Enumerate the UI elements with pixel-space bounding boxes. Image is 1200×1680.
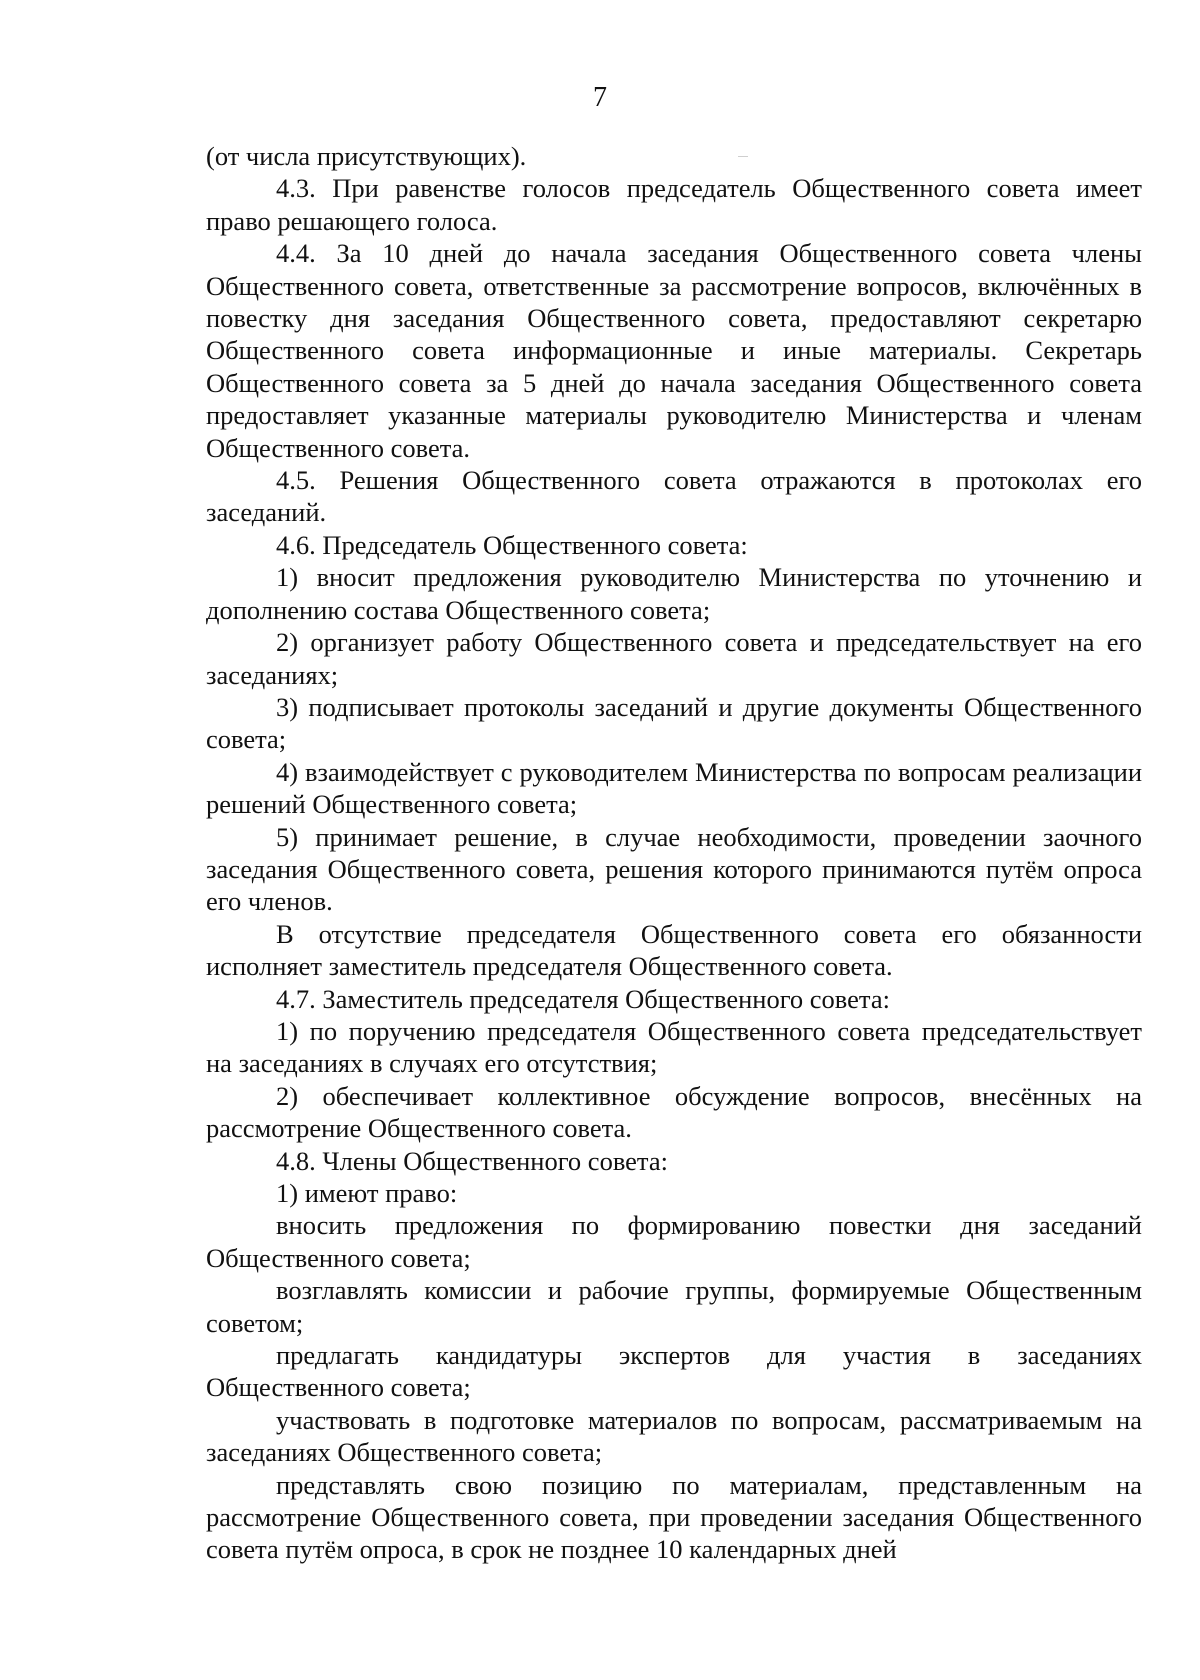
right-item-commissions: возглавлять комиссии и рабочие группы, формируемые Общественным советом; (206, 1275, 1142, 1338)
paragraph-4-4: 4.4. За 10 дней до начала заседания Общественного совета члены Общественного совета, ответственные за рассмотрение вопросов, включённых в повестку дня заседания Общественного совета, предоставляют секретарю Общественного совета информационные и иные материалы. Секретарь Общественного совета за 5 дней до начала заседания Общественного совета предоставляет указанные материалы руководителю Министерства и членам Общественного совета. (206, 238, 1142, 463)
document-body (206, 140, 1142, 1566)
paragraph-4-3: 4.3. При равенстве голосов председатель Общественного совета имеет право решающего голоса. (206, 173, 1142, 236)
right-item-experts: предлагать кандидатуры экспертов для участия в заседаниях Общественного совета; (206, 1340, 1142, 1403)
list-item-4-6-3: 3) подписывает протоколы заседаний и другие документы Общественного совета; (206, 691, 1142, 755)
right-item-position: представлять свою позицию по материалам, представленным на рассмотрение Общественного совета, при проведении заседания Общественного совета путём опроса, в срок не позднее 10 календарных дней (206, 1469, 1142, 1565)
paragraph-4-8: 4.8. Члены Общественного совета: (276, 1145, 668, 1176)
right-item-agenda: вносить предложения по формированию повестки дня заседаний Общественного совета; (206, 1210, 1142, 1273)
list-item-4-6-2: 2) организует работу Общественного совета и председательствует на его заседаниях; (206, 627, 1142, 690)
list-item-4-6-5: 5) принимает решение, в случае необходимости, проведении заочного заседания Общественного совета, решения которого принимаются путём опроса его членов. (206, 821, 1142, 917)
right-item-materials: участвовать в подготовке материалов по вопросам, рассматриваемым на заседаниях Общественного совета; (206, 1404, 1142, 1468)
paragraph-4-6: 4.6. Председатель Общественного совета: (276, 529, 748, 560)
paragraph-4-7: 4.7. Заместитель председателя Общественного совета: (276, 983, 890, 1014)
paragraph-4-5: 4.5. Решения Общественного совета отражаются в протоколах его заседаний. (206, 465, 1142, 528)
list-item-4-8-1: 1) имеют право: (276, 1178, 458, 1208)
list-item-4-7-1: 1) по поручению председателя Общественного совета председательствует на заседаниях в случаях его отсутствия; (206, 1015, 1142, 1079)
paragraph-continuation: (от числа присутствующих). (206, 141, 527, 171)
page-number: 7 (593, 82, 607, 113)
paragraph-chair-absence: В отсутствие председателя Общественного совета его обязанности исполняет заместитель председателя Общественного совета. (206, 918, 1142, 982)
list-item-4-7-2: 2) обеспечивает коллективное обсуждение вопросов, внесённых на рассмотрение Общественного совета. (206, 1080, 1142, 1144)
list-item-4-6-4: 4) взаимодействует с руководителем Министерства по вопросам реализации решений Общественного совета; (206, 756, 1142, 820)
list-item-4-6-1: 1) вносит предложения руководителю Министерства по уточнению и дополнению состава Общественного совета; (206, 562, 1142, 625)
